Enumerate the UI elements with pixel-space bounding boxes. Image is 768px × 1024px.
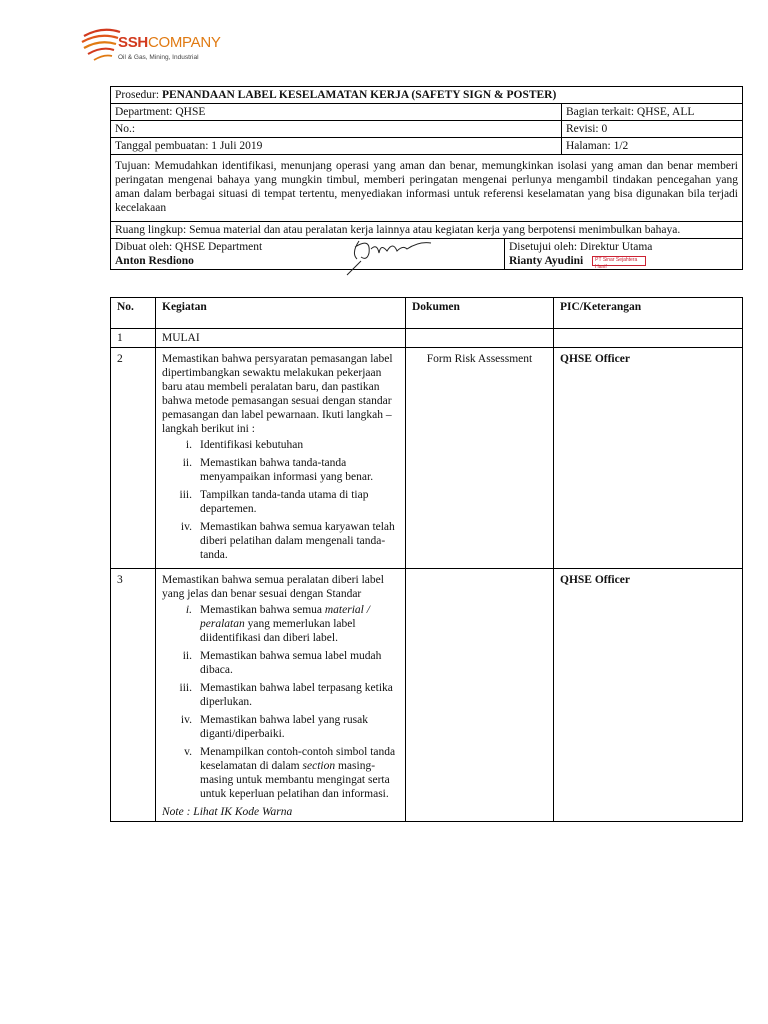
- logo-tagline: Oil & Gas, Mining, Industrial: [118, 54, 199, 61]
- col-header-dokumen: Dokumen: [406, 298, 554, 329]
- list-item: iii. Tampilkan tanda-tanda utama di tiap departemen.: [179, 489, 369, 515]
- col-header-pic: PIC/Keterangan: [554, 298, 743, 329]
- signature-icon: [341, 233, 441, 273]
- row-pic: QHSE Officer: [554, 569, 743, 822]
- table-row: [111, 569, 743, 822]
- halaman-cell: Halaman: 1/2: [562, 138, 743, 155]
- disetujui-oleh-cell: Disetujui oleh: Direktur Utama Rianty Ayudini PT Sinar Sejahtera Hanif: [509, 241, 653, 271]
- prosedur-row: [111, 87, 743, 104]
- disetujui-nama: Rianty Ayudini: [509, 255, 584, 267]
- company-stamp: PT Sinar Sejahtera Hanif: [592, 256, 646, 266]
- row-number: 1: [111, 329, 156, 348]
- table-row: [111, 329, 743, 348]
- logo-wordmark: SSHCOMPANY: [118, 34, 221, 51]
- list-item: v. Menampilkan contoh-contoh simbol tanda keselamatan di dalam section masing-masing untuk membantu mengingat serta untuk keperluan pelatihan dan informasi.: [184, 746, 396, 800]
- list-item: ii. Memastikan bahwa semua label mudah dibaca.: [182, 650, 382, 676]
- table-row: [111, 348, 743, 569]
- row-dokumen: [406, 569, 554, 822]
- row-number: 2: [111, 348, 156, 569]
- list-item: i. Memastikan bahwa semua material / peralatan yang memerlukan label diidentifikasi dan diberi label.: [185, 604, 370, 644]
- kegiatan-steps: [162, 438, 399, 562]
- kegiatan-intro: Memastikan bahwa semua peralatan diberi label yang jelas dan benar sesuai dengan Standar: [162, 574, 384, 600]
- bagian-terkait-cell: Bagian terkait: QHSE, ALL: [562, 104, 743, 121]
- col-header-no: No.: [111, 298, 156, 329]
- dibuat-oleh-cell: Dibuat oleh: QHSE Department Anton Resdiono: [111, 239, 505, 269]
- activity-table: [110, 297, 743, 822]
- row-dokumen: Form Risk Assessment: [406, 348, 554, 569]
- tujuan-cell: Tujuan: Memudahkan identifikasi, menunjang operasi yang aman dan benar, memungkinkan isolasi yang aman dan benar memberi peringatan mengenai bahaya yang mungkin timbul, memberi peringatan mengenai perlunya mengambil tindakan pencegahan yang aman dalam berbagai situasi di tempat tertentu, menyediakan informasi untuk referensi keselamatan yang bisa digunakan bila terjadi kecelakaan: [111, 155, 743, 222]
- list-item: ii. Memastikan bahwa tanda-tanda menyampaikan informasi yang benar.: [182, 457, 374, 483]
- row-kegiatan: [156, 569, 406, 822]
- prosedur-title: PENANDAAN LABEL KESELAMATAN KERJA (SAFETY SIGN & POSTER): [161, 89, 557, 101]
- row-kegiatan: [156, 348, 406, 569]
- row-number: 3: [111, 569, 156, 822]
- row-kegiatan: MULAI: [156, 329, 406, 348]
- list-item: iv. Memastikan bahwa semua karyawan telah diberi pelatihan dalam mengenali tanda-tanda.: [180, 521, 395, 561]
- tanggal-cell: Tanggal pembuatan: 1 Juli 2019: [111, 138, 562, 155]
- document-number-cell: No.:: [111, 121, 562, 138]
- dibuat-nama: Anton Resdiono: [115, 255, 194, 267]
- kegiatan-intro: Memastikan bahwa persyaratan pemasangan label dipertimbangkan sewaktu melakukan pekerjaan baru atau membeli peralatan baru, dan pastikan bahwa metode pemasangan sesuai dengan standar pemasangan dan label pewarnaan. Ikuti langkah – langkah berikut ini :: [162, 353, 393, 435]
- kegiatan-steps: [162, 603, 399, 801]
- list-item: iv. Memastikan bahwa label yang rusak diganti/diperbaiki.: [180, 714, 368, 740]
- row-pic: QHSE Officer: [554, 348, 743, 569]
- prosedur-cell: Prosedur: PENANDAAN LABEL KESELAMATAN KERJA (SAFETY SIGN & POSTER): [111, 87, 743, 104]
- list-item: iii. Memastikan bahwa label terpasang ketika diperlukan.: [179, 682, 393, 708]
- table-header-row: [111, 298, 743, 329]
- col-header-kegiatan: Kegiatan: [156, 298, 406, 329]
- procedure-header-table: [110, 86, 743, 270]
- ruang-lingkup-cell: Ruang lingkup: Semua material dan atau peralatan kerja lainnya atau kegiatan kerja yang berpotensi menimbulkan bahaya.: [111, 222, 743, 239]
- revisi-cell: Revisi: 0: [562, 121, 743, 138]
- company-logo: [80, 22, 240, 72]
- department-cell: Department: QHSE: [111, 104, 562, 121]
- kegiatan-note: Note : Lihat IK Kode Warna: [162, 806, 293, 818]
- list-item: i. Identifikasi kebutuhan: [185, 439, 304, 451]
